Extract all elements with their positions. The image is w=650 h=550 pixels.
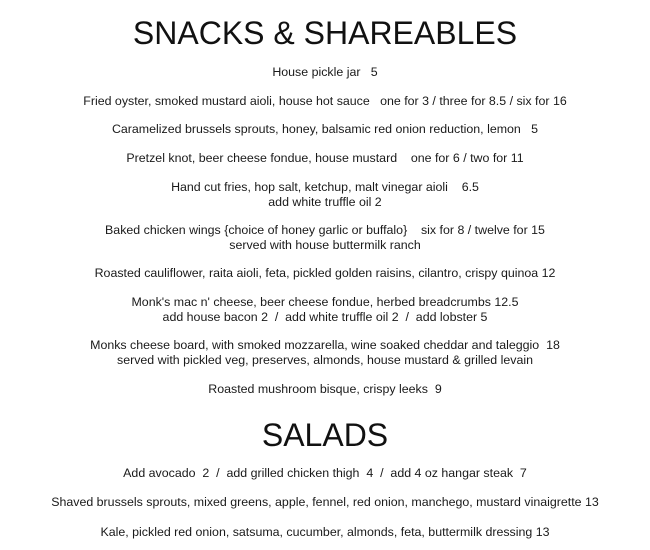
item-subtext: served with house buttermilk ranch [229,237,421,252]
item-text: Caramelized brussels sprouts, honey, balsamic red onion reduction, lemon 5 [111,122,539,136]
item-text: Monks cheese board, with smoked mozzarella, wine soaked cheddar and taleggio 18 [90,338,560,352]
item-text: Roasted cauliflower, raita aioli, feta, pickled golden raisins, cilantro, crispy quinoa 12 [94,266,556,280]
item-subtext: served with pickled veg, preserves, almonds, house mustard & grilled levain [117,352,533,367]
menu-item [0,151,650,166]
menu-item [0,466,650,481]
item-text: Add avocado 2 / add grilled chicken thigh 4 / add 4 oz hangar steak 7 [123,466,527,480]
menu-item [0,495,650,510]
menu-item [0,65,650,80]
menu-item [0,180,650,209]
item-text: Hand cut fries, hop salt, ketchup, malt vinegar aioli 6.5 [171,180,479,194]
item-text: Fried oyster, smoked mustard aioli, house hot sauce one for 3 / three for 8.5 / six for 16 [83,94,567,108]
item-text: Monk's mac n' cheese, beer cheese fondue, herbed breadcrumbs 12.5 [131,295,519,309]
menu-item [0,382,650,397]
item-subtext: add house bacon 2 / add white truffle oil 2 / add lobster 5 [162,309,488,324]
item-text: Pretzel knot, beer cheese fondue, house mustard one for 6 / two for 11 [126,151,524,165]
menu-item [0,223,650,252]
section-title: SNACKS & SHAREABLES [132,15,518,51]
menu-item [0,266,650,281]
menu-item [0,338,650,367]
menu-item [0,525,650,540]
menu-item [0,94,650,109]
item-subtext: add white truffle oil 2 [268,194,382,209]
item-text: Shaved brussels sprouts, mixed greens, apple, fennel, red onion, manchego, mustard vinaigrette 13 [51,495,599,509]
item-text: House pickle jar 5 [272,65,378,79]
item-text: Kale, pickled red onion, satsuma, cucumber, almonds, feta, buttermilk dressing 13 [100,525,550,539]
section-title: SALADS [261,417,389,453]
item-text: Baked chicken wings {choice of honey garlic or buffalo} six for 8 / twelve for 15 [105,223,545,237]
menu-item [0,295,650,324]
menu-item [0,122,650,137]
item-text: Roasted mushroom bisque, crispy leeks 9 [208,382,442,396]
